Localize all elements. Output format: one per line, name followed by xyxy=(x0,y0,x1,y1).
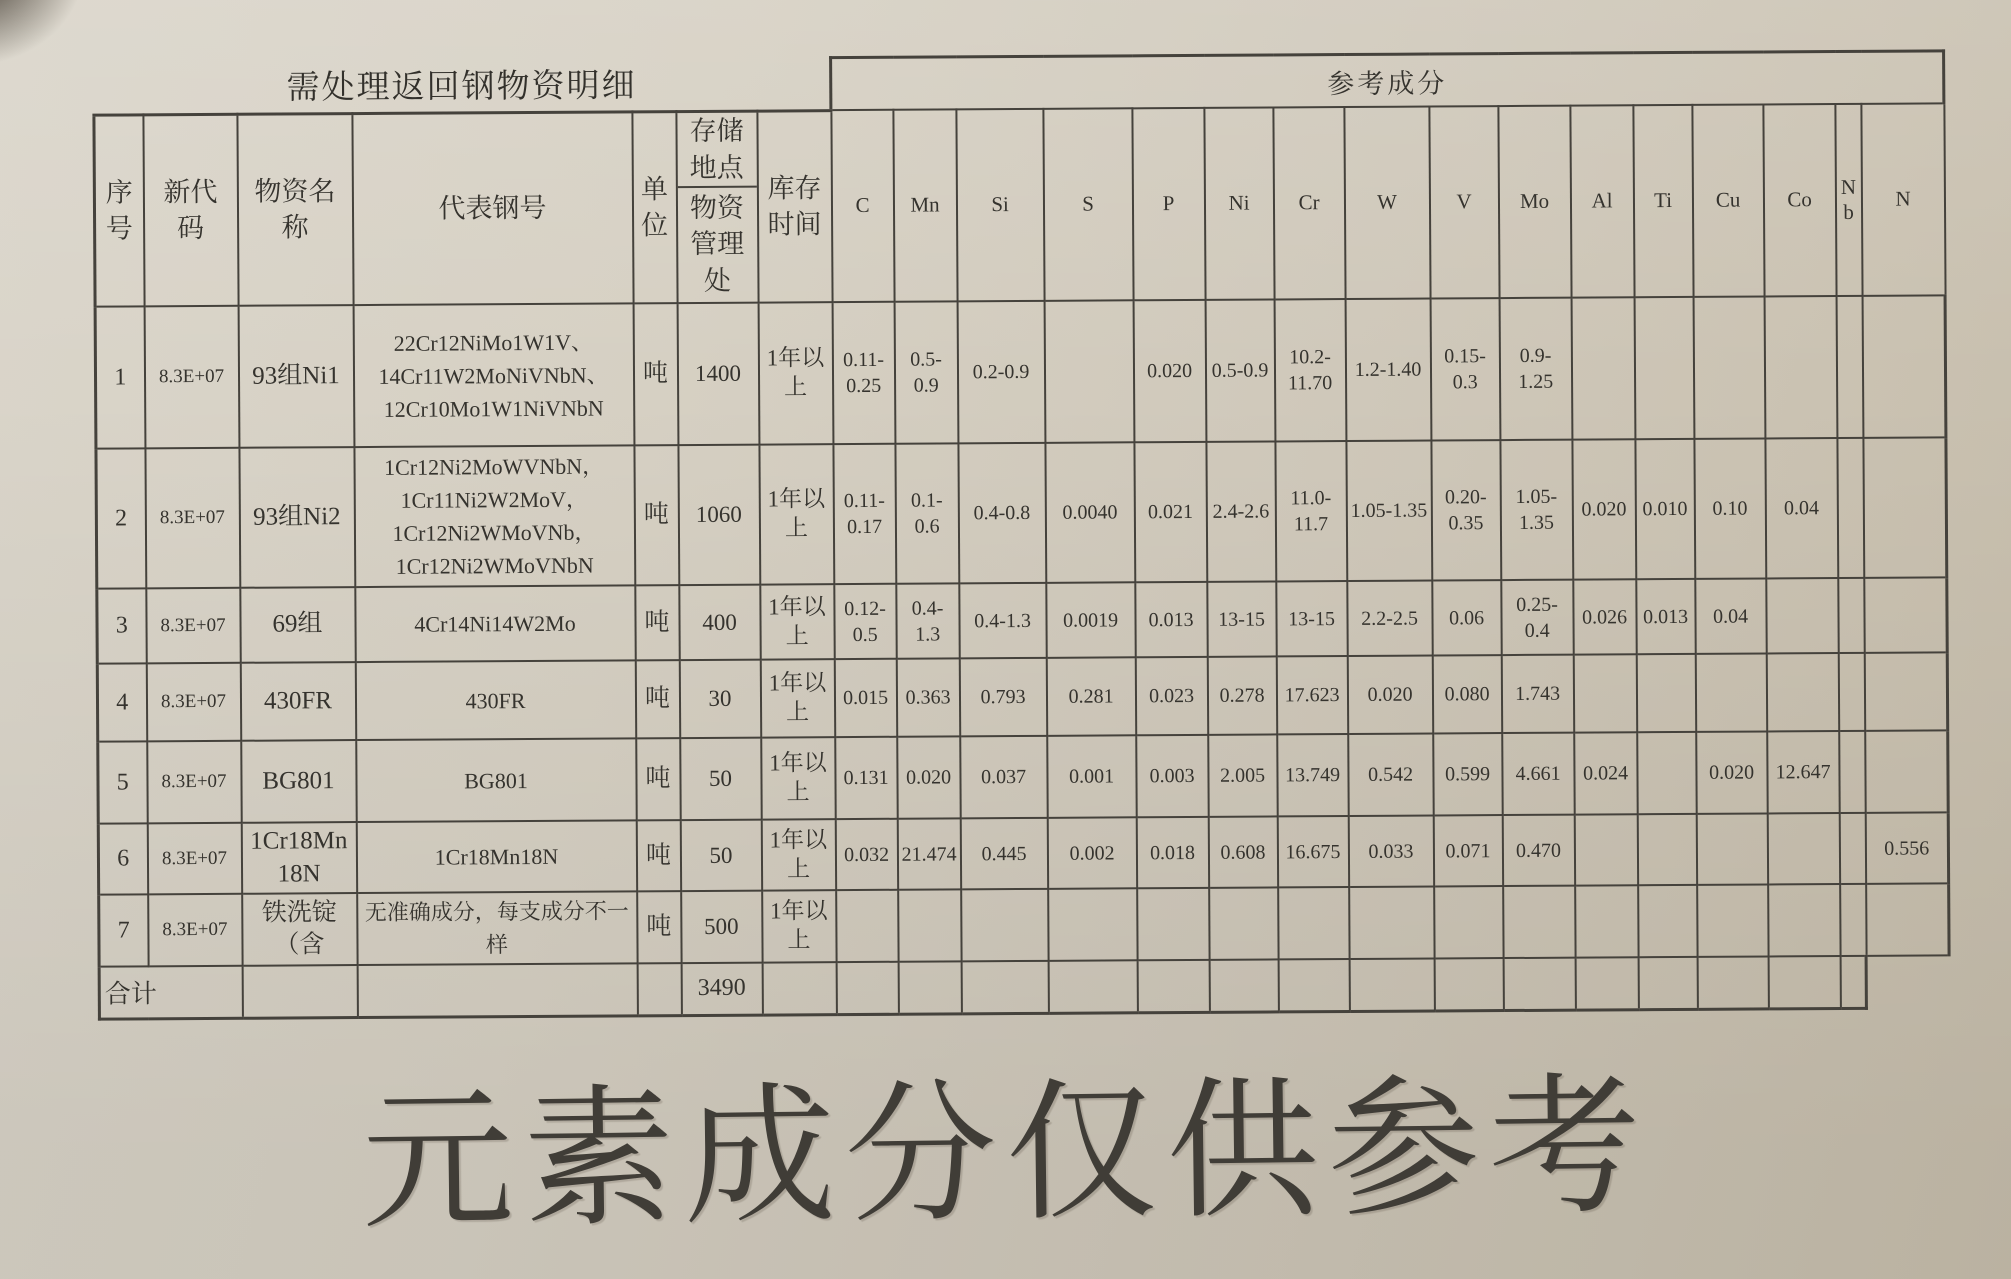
cell-element-value: 0.024 xyxy=(1574,732,1637,814)
cell-grade: 1Cr18Mn18N xyxy=(356,820,636,893)
cell-element-value xyxy=(1574,814,1637,885)
cell-element-value: 0.080 xyxy=(1432,655,1501,733)
cell-element-value: 13-15 xyxy=(1207,581,1276,656)
cell-element-value: 0.5-0.9 xyxy=(894,301,958,443)
cell-element-value: 1.743 xyxy=(1501,655,1573,733)
cell-element-value xyxy=(1838,653,1864,731)
cell-seq: 4 xyxy=(97,663,146,741)
cell-qty: 1060 xyxy=(678,445,760,585)
cell-element-value xyxy=(1837,438,1864,578)
total-time-cell xyxy=(762,962,836,1014)
total-element-cell xyxy=(1768,956,1840,1008)
cell-element-value xyxy=(1634,297,1694,439)
cell-element-value xyxy=(1836,296,1863,438)
cell-code: 8.3E+07 xyxy=(146,588,240,664)
cell-element-value xyxy=(836,890,898,962)
cell-element-value xyxy=(1434,886,1503,958)
cell-element-value xyxy=(1866,883,1949,956)
table-row xyxy=(99,883,1949,966)
cell-element-value xyxy=(1044,300,1134,443)
cell-unit: 吨 xyxy=(636,738,681,820)
cell-element-value xyxy=(1696,813,1767,884)
table-row xyxy=(96,437,1947,588)
cell-element-value: 0.018 xyxy=(1136,817,1208,888)
total-element-cell xyxy=(1278,959,1349,1011)
element-header-S: S xyxy=(1043,108,1133,301)
cell-qty: 30 xyxy=(679,660,760,738)
cell-element-value: 1.05-1.35 xyxy=(1500,440,1573,580)
cell-element-value xyxy=(1766,653,1838,731)
watermark-text: 元素成分仅供参考 xyxy=(360,1063,1651,1247)
cell-element-value xyxy=(1865,730,1948,813)
cell-element-value: 0.793 xyxy=(959,658,1046,737)
element-header-Nb: Nb xyxy=(1835,104,1862,296)
cell-element-value: 0.9-1.25 xyxy=(1499,298,1572,440)
total-element-cell xyxy=(836,962,898,1014)
cell-seq: 7 xyxy=(99,894,148,966)
cell-element-value xyxy=(961,889,1048,962)
cell-element-value xyxy=(1863,437,1947,578)
cell-code: 8.3E+07 xyxy=(146,663,240,742)
total-element-cell xyxy=(1638,957,1697,1009)
cell-element-value: 0.06 xyxy=(1432,580,1501,655)
materials-office-label: 物资管理处 xyxy=(689,192,745,296)
column-header-unit: 单位 xyxy=(632,111,677,303)
cell-grade: 1Cr12Ni2MoWVNbN，1Cr11Ni2W2MoV，1Cr12Ni2WMoVNb，1Cr12Ni2WMoVNbN xyxy=(354,445,635,587)
cell-qty: 50 xyxy=(680,738,761,820)
total-row xyxy=(99,955,1949,1018)
cell-element-value: 0.04 xyxy=(1765,438,1838,578)
cell-name: 430FR xyxy=(240,662,355,741)
cell-element-value xyxy=(1864,577,1947,653)
cell-element-value xyxy=(1695,653,1766,731)
cell-qty: 500 xyxy=(681,891,762,963)
cell-element-value: 0.0019 xyxy=(1046,582,1135,658)
table-row xyxy=(98,730,1949,823)
cell-element-value xyxy=(1637,814,1696,885)
cell-element-value xyxy=(1764,296,1837,438)
cell-element-value xyxy=(1209,887,1278,959)
cell-element-value xyxy=(1838,578,1864,653)
cell-code: 8.3E+07 xyxy=(148,894,242,967)
cell-element-value: 12.647 xyxy=(1767,731,1839,813)
cell-unit: 吨 xyxy=(634,445,679,585)
cell-element-value xyxy=(1637,732,1696,814)
cell-element-value: 0.1-0.6 xyxy=(895,443,959,583)
cell-element-value: 0.131 xyxy=(835,737,897,819)
cell-element-value xyxy=(1137,888,1209,960)
column-header-code: 新代码 xyxy=(143,114,238,307)
cell-element-value: 11.0-11.7 xyxy=(1275,441,1347,581)
total-unit-cell xyxy=(637,963,681,1015)
cell-time: 1年以上 xyxy=(758,302,833,444)
total-element-cell xyxy=(1575,957,1638,1009)
cell-element-value: 0.15-0.3 xyxy=(1430,298,1500,440)
cell-seq: 2 xyxy=(96,448,146,588)
cell-qty: 50 xyxy=(680,820,761,891)
paper-sheet xyxy=(92,49,1951,1020)
cell-element-value: 0.281 xyxy=(1046,657,1135,736)
cell-element-value: 0.020 xyxy=(1696,731,1767,813)
cell-time: 1年以上 xyxy=(761,737,836,819)
total-element-cell xyxy=(1209,959,1278,1011)
reference-composition-banner: 参考成分 xyxy=(831,51,1944,110)
cell-element-value: 2.2-2.5 xyxy=(1347,580,1432,656)
cell-element-value: 0.021 xyxy=(1134,442,1207,582)
column-header-storage xyxy=(676,111,758,303)
element-header-Mo: Mo xyxy=(1498,106,1571,298)
cell-element-value: 0.11-0.17 xyxy=(833,444,896,584)
total-name-cell xyxy=(242,965,357,1018)
element-header-Co: Co xyxy=(1763,104,1836,296)
cell-element-value: 1.2-1.40 xyxy=(1345,298,1431,441)
element-header-C: C xyxy=(831,110,894,302)
cell-element-value: 0.015 xyxy=(834,659,896,737)
cell-code: 8.3E+07 xyxy=(144,306,239,449)
element-header-Al: Al xyxy=(1570,105,1634,297)
cell-element-value: 0.003 xyxy=(1136,735,1208,817)
cell-code: 8.3E+07 xyxy=(147,823,241,895)
cell-element-value: 0.002 xyxy=(1047,817,1136,889)
cell-element-value xyxy=(1048,888,1137,961)
cell-grade: 4Cr14Ni14W2Mo xyxy=(355,585,635,662)
table-row xyxy=(95,295,1946,448)
cell-name: 铁洗锭（含 xyxy=(242,893,357,966)
cell-qty: 1400 xyxy=(677,303,759,445)
cell-unit: 吨 xyxy=(635,585,679,660)
cell-unit: 吨 xyxy=(636,820,680,891)
total-element-cell xyxy=(1840,956,1866,1008)
table-row xyxy=(97,652,1948,741)
cell-time: 1年以上 xyxy=(760,659,835,737)
cell-element-value xyxy=(1768,884,1840,956)
cell-name: 93组Ni2 xyxy=(239,447,355,588)
cell-element-value: 1.05-1.35 xyxy=(1346,440,1432,581)
cell-element-value xyxy=(1839,813,1865,884)
cell-element-value: 2.4-2.6 xyxy=(1206,441,1276,581)
cell-name: BG801 xyxy=(241,740,356,823)
cell-element-value xyxy=(1503,886,1575,958)
element-header-V: V xyxy=(1429,106,1499,298)
element-header-Si: Si xyxy=(956,109,1044,302)
cell-element-value: 13.749 xyxy=(1277,734,1348,816)
cell-element-value: 0.12-0.5 xyxy=(834,584,896,659)
cell-unit: 吨 xyxy=(637,891,681,963)
cell-element-value: 0.5-0.9 xyxy=(1205,299,1275,441)
element-header-Ni: Ni xyxy=(1204,107,1274,299)
element-header-Cr: Cr xyxy=(1273,107,1345,299)
cell-element-value: 21.474 xyxy=(897,818,960,889)
table-row xyxy=(97,577,1948,663)
cell-element-value: 0.010 xyxy=(1635,439,1695,579)
cell-element-value: 2.005 xyxy=(1208,734,1277,816)
total-element-cell xyxy=(1503,958,1575,1010)
cell-element-value: 0.10 xyxy=(1694,438,1766,578)
cell-element-value: 0.608 xyxy=(1208,816,1277,887)
column-header-stock-time: 库存时间 xyxy=(757,110,832,302)
cell-element-value: 0.278 xyxy=(1207,656,1276,734)
cell-time: 1年以上 xyxy=(761,819,836,890)
cell-element-value: 16.675 xyxy=(1277,816,1348,887)
cell-element-value: 0.556 xyxy=(1865,812,1948,884)
cell-element-value xyxy=(1573,654,1636,732)
column-header-grade: 代表钢号 xyxy=(352,111,633,305)
cell-code: 8.3E+07 xyxy=(145,448,240,589)
cell-element-value: 0.071 xyxy=(1433,815,1502,886)
total-qty: 3490 xyxy=(681,963,762,1015)
cell-element-value xyxy=(898,889,961,961)
cell-element-value xyxy=(1571,297,1635,439)
cell-seq: 5 xyxy=(98,741,147,823)
cell-element-value: 4.661 xyxy=(1502,733,1574,815)
cell-element-value xyxy=(1864,652,1947,731)
cell-time: 1年以上 xyxy=(762,890,837,962)
cell-grade: 430FR xyxy=(355,660,635,740)
cell-name: 93组Ni1 xyxy=(238,305,354,448)
cell-element-value: 0.020 xyxy=(1347,655,1432,734)
cell-element-value: 0.25-0.4 xyxy=(1501,580,1573,655)
total-element-cell xyxy=(1697,956,1768,1008)
total-element-cell xyxy=(1137,960,1209,1012)
cell-seq: 3 xyxy=(97,588,146,663)
storage-location-label: 存储地点 xyxy=(677,113,756,188)
cell-element-value xyxy=(1862,295,1946,438)
cell-element-value: 0.4-1.3 xyxy=(896,583,959,658)
element-header-N: N xyxy=(1861,103,1945,296)
cell-element-value xyxy=(1766,578,1838,653)
cell-element-value: 0.026 xyxy=(1573,579,1636,654)
column-header-name: 物资名称 xyxy=(237,113,353,306)
cell-element-value: 0.04 xyxy=(1695,578,1766,653)
cell-element-value xyxy=(1349,886,1434,959)
cell-grade: 无准确成分，每支成分不一样 xyxy=(357,891,637,965)
cell-element-value: 0.542 xyxy=(1348,733,1433,816)
cell-element-value: 0.023 xyxy=(1135,657,1207,735)
cell-grade: BG801 xyxy=(356,738,636,822)
cell-element-value: 0.032 xyxy=(835,819,897,890)
element-header-Mn: Mn xyxy=(893,109,957,301)
element-header-Ti: Ti xyxy=(1633,105,1693,297)
cell-element-value xyxy=(1638,885,1697,957)
cell-element-value xyxy=(1693,296,1765,438)
cell-element-value: 0.470 xyxy=(1502,815,1574,886)
cell-element-value xyxy=(1697,884,1768,956)
cell-element-value: 0.11-0.25 xyxy=(832,302,895,444)
total-element-cell xyxy=(1048,960,1137,1013)
element-header-P: P xyxy=(1132,108,1205,300)
cell-element-value: 0.363 xyxy=(896,658,959,736)
cell-element-value: 0.001 xyxy=(1047,735,1136,818)
cell-seq: 1 xyxy=(95,306,145,448)
cell-element-value xyxy=(1278,887,1349,959)
cell-element-value: 0.0040 xyxy=(1045,442,1135,583)
document-title: 需处理返回钢物资明细 xyxy=(286,67,637,106)
cell-element-value: 0.2-0.9 xyxy=(957,301,1045,444)
cell-element-value xyxy=(1839,731,1866,813)
cell-grade: 22Cr12NiMo1W1V、14Cr11W2MoNiVNbN、12Cr10Mo1W1NiVNbN xyxy=(353,303,634,447)
cell-element-value: 0.020 xyxy=(1133,300,1206,442)
cell-element-value xyxy=(1840,884,1866,956)
cell-seq: 6 xyxy=(98,823,147,894)
element-header-W: W xyxy=(1344,107,1430,300)
cell-time: 1年以上 xyxy=(759,444,834,584)
cell-element-value: 0.037 xyxy=(960,736,1047,819)
cell-element-value: 17.623 xyxy=(1276,656,1347,734)
cell-qty: 400 xyxy=(679,585,760,660)
cell-element-value: 13-15 xyxy=(1276,581,1347,656)
cell-name: 1Cr18Mn18N xyxy=(241,822,356,894)
total-grade-cell xyxy=(357,963,637,1017)
materials-table xyxy=(92,49,1951,1020)
cell-element-value: 0.013 xyxy=(1636,579,1695,654)
cell-element-value: 0.445 xyxy=(960,818,1047,890)
cell-element-value: 0.013 xyxy=(1135,582,1207,657)
cell-element-value: 0.599 xyxy=(1433,733,1502,815)
total-element-cell xyxy=(1434,958,1503,1010)
title-area xyxy=(94,58,831,115)
column-header-seq: 序号 xyxy=(94,114,144,306)
cell-name: 69组 xyxy=(240,587,355,663)
table-row xyxy=(98,812,1948,894)
cell-element-value: 0.033 xyxy=(1348,815,1433,887)
cell-element-value: 0.4-0.8 xyxy=(958,443,1046,584)
total-element-cell xyxy=(961,961,1048,1014)
total-element-cell xyxy=(898,961,961,1013)
cell-code: 8.3E+07 xyxy=(147,741,241,824)
total-element-cell xyxy=(1349,958,1434,1011)
cell-element-value: 0.020 xyxy=(897,736,960,818)
cell-element-value xyxy=(1575,885,1638,957)
cell-element-value: 0.20-0.35 xyxy=(1431,440,1501,580)
cell-element-value: 0.020 xyxy=(1572,439,1636,579)
cell-time: 1年以上 xyxy=(760,584,835,659)
total-label: 合计 xyxy=(99,966,242,1019)
cell-element-value xyxy=(1767,813,1839,884)
cell-unit: 吨 xyxy=(633,303,678,445)
cell-unit: 吨 xyxy=(635,660,679,738)
cell-element-value: 10.2-11.70 xyxy=(1274,299,1346,441)
element-header-Cu: Cu xyxy=(1692,104,1764,296)
cell-element-value: 0.4-1.3 xyxy=(959,583,1046,659)
cell-element-value xyxy=(1636,654,1695,732)
